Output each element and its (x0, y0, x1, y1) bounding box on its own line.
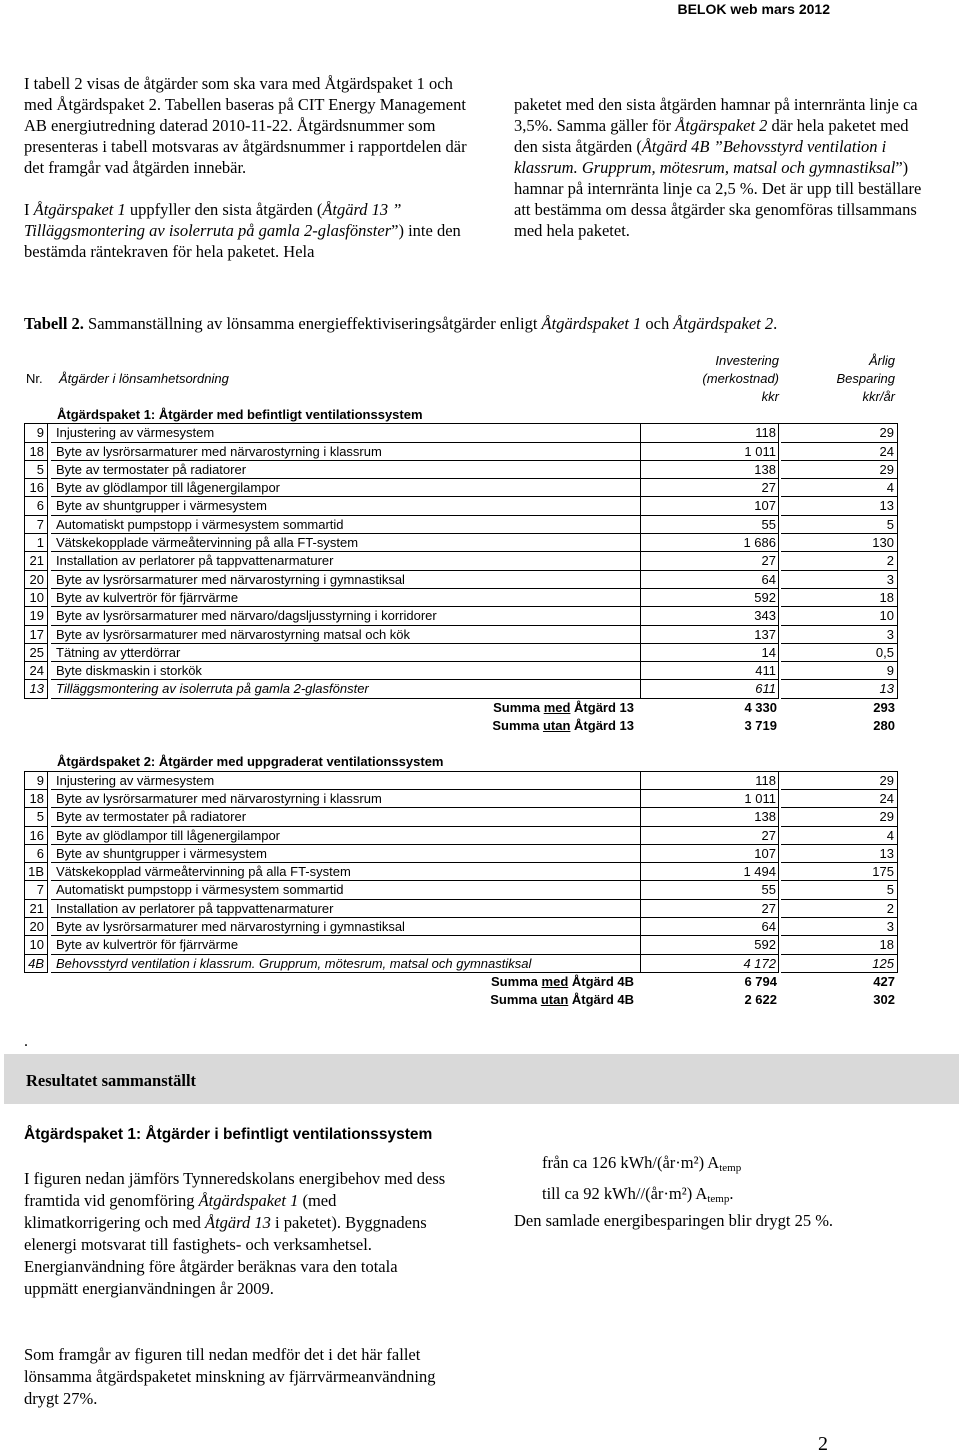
row-desc: Byte av lysrörsarmaturer med närvarostyrning i gymnastiksal (51, 918, 641, 936)
header-desc: Åtgärder i lönsamhetsordning (59, 371, 229, 386)
conclusion-paragraph: Som framgår av figuren till nedan medför det i det här fallet lönsamma åtgärdspaketet minskning av fjärrvärmeanvändning drygt 27%. (24, 1345, 436, 1408)
text-run: till ca 92 kWh//(år·m²) A (542, 1184, 708, 1203)
energy-summary (514, 1152, 934, 1232)
row-nr: 16 (24, 479, 48, 497)
row-investment: 64 (641, 571, 779, 589)
row-investment: 138 (641, 461, 779, 479)
page-number: 2 (818, 1433, 828, 1455)
text-run: Åtgärd 13 (570, 718, 634, 734)
row-investment: 64 (641, 918, 779, 936)
table-row (24, 424, 898, 442)
table-caption (24, 313, 944, 335)
row-desc: Installation av perlatorer på tappvattenarmaturer (51, 900, 641, 918)
row-nr: 9 (24, 772, 48, 790)
text-run: utan (542, 718, 571, 734)
table-row (24, 571, 898, 589)
row-saving: 24 (781, 443, 898, 461)
right-text-column (514, 94, 934, 262)
row-nr: 1B (24, 863, 48, 881)
row-nr: 20 (24, 571, 48, 589)
energy-after (514, 1183, 934, 1210)
text-run: i paketet). Byggnadens elenergi motsvarat till fastighets- och verksamhetsel. Energianvändning före åtgärder beräknas vara den totala uppmätt energianvändningen år 2009. (24, 1213, 427, 1298)
text-run: Åtgärdspaket 2 (673, 314, 774, 333)
row-saving: 29 (781, 808, 898, 826)
text-run: Sammanställning av lönsamma energieffektiviseringsåtgärder enligt (83, 314, 542, 333)
table-row (24, 845, 898, 863)
row-saving: 175 (781, 863, 898, 881)
header-nr: Nr. (26, 371, 43, 386)
section-title-row (24, 753, 898, 771)
row-investment: 118 (641, 424, 779, 442)
row-desc: Byte av glödlampor till lågenergilampor (51, 827, 641, 845)
row-nr: 6 (24, 845, 48, 863)
text-run: Åtgärd 13 (205, 1213, 271, 1232)
row-desc: Tätning av ytterdörrar (51, 644, 641, 662)
total-saving: Den samlade energibesparingen blir drygt 25 %. (514, 1211, 834, 1230)
sum-label (52, 991, 640, 1009)
table-row (24, 461, 898, 479)
text-run: Åtgärd 4B (568, 973, 634, 989)
text-run: Åtgärspaket 2 (675, 116, 768, 135)
row-investment: 107 (641, 845, 779, 863)
text-run: med (543, 699, 571, 715)
text-run: Åtgärdspaket 1 (541, 314, 642, 333)
header-investment (641, 352, 779, 406)
text-run: . (773, 314, 778, 333)
row-desc: Vätskekopplade värmeåtervinning på alla FT-system (51, 534, 641, 552)
row-nr: 5 (24, 808, 48, 826)
row-nr: 1 (24, 534, 48, 552)
table-header (24, 350, 898, 406)
results-banner (4, 1054, 959, 1104)
row-desc: Automatiskt pumpstopp i värmesystem sommartid (51, 881, 641, 899)
text-run: ”) hamnar på internränta linje ca 2,5 %. Det är upp till beställare att bestämma om dessa åtgärder ska genomföras tillsammans med hela paketet. (514, 158, 922, 240)
row-saving: 13 (781, 680, 898, 698)
row-desc: Byte av kulvertrör för fjärrvärme (51, 936, 641, 954)
row-desc: Byte av termostater på radiatorer (51, 808, 641, 826)
table-row (24, 772, 898, 790)
caption-label: Tabell 2. (24, 314, 84, 333)
table-row (24, 516, 898, 534)
header-line: Årlig (868, 353, 895, 368)
row-saving: 2 (781, 552, 898, 570)
row-saving: 9 (781, 662, 898, 680)
text-run: Summa (493, 699, 544, 715)
sum-label (52, 699, 640, 717)
package1-rows (24, 424, 898, 698)
row-saving: 3 (781, 571, 898, 589)
sum-row (24, 699, 898, 717)
sum-saving: 293 (873, 699, 895, 715)
text-run: Summa (492, 718, 543, 734)
row-desc: Byte av lysrörsarmaturer med närvarostyrning i klassrum (51, 443, 641, 461)
sum-investment: 2 622 (744, 992, 777, 1008)
row-nr: 10 (24, 936, 48, 954)
row-saving: 3 (781, 918, 898, 936)
row-saving: 10 (781, 607, 898, 625)
intro-paragraph: I tabell 2 visas de åtgärder som ska vara med Åtgärdspaket 1 och med Åtgärdspaket 2. Tabellen baseras på CIT Energy Management AB energiutredning daterad 2010-11-22. Åtgärdsnummer som presenteras i tabell motsvaras av åtgärdsnummer i rapportdelen där det framgår vad åtgärden innebär. (24, 74, 467, 177)
table-row (24, 881, 898, 899)
row-saving: 5 (781, 881, 898, 899)
row-desc: Tilläggsmontering av isolerruta på gamla 2-glasfönster (51, 680, 641, 698)
text-run: . (729, 1184, 734, 1203)
text-run: Summa (490, 973, 542, 989)
comparison-paragraph (24, 1168, 454, 1300)
row-nr: 16 (24, 827, 48, 845)
text-run: Åtgärd 13 (570, 699, 634, 715)
banner-title: Resultatet sammanställt (26, 1071, 197, 1090)
energy-before (514, 1152, 934, 1179)
row-nr: 13 (24, 680, 48, 698)
table-row (24, 955, 898, 973)
text-run: Åtgärd 4B ”Behovsstyrd ventilation i klassrum. Grupprum, mötesrum, matsal och gymnastiksal (514, 137, 896, 177)
row-investment: 118 (641, 772, 779, 790)
row-saving: 0,5 (781, 644, 898, 662)
row-nr: 21 (24, 552, 48, 570)
sum-investment: 3 719 (744, 718, 777, 734)
row-nr: 7 (24, 881, 48, 899)
row-investment: 1 011 (641, 790, 779, 808)
row-investment: 1 686 (641, 534, 779, 552)
row-desc: Byte av lysrörsarmaturer med närvarostyrning i gymnastiksal (51, 571, 641, 589)
table-row (24, 479, 898, 497)
table-row (24, 662, 898, 680)
row-saving: 13 (781, 497, 898, 515)
header-title: BELOK web mars 2012 (677, 1, 830, 17)
table-row (24, 607, 898, 625)
row-investment: 1 494 (641, 863, 779, 881)
row-investment: 14 (641, 644, 779, 662)
text-run: (med klimatkorrigering och med (24, 1191, 337, 1232)
row-nr: 18 (24, 790, 48, 808)
text-run: från ca 126 kWh/(år·m²) A (542, 1153, 720, 1172)
row-nr: 4B (24, 955, 48, 973)
row-nr: 17 (24, 626, 48, 644)
table-row (24, 790, 898, 808)
table-row (24, 626, 898, 644)
row-saving: 5 (781, 516, 898, 534)
table-row (24, 918, 898, 936)
subscript: temp (707, 1193, 730, 1205)
row-investment: 592 (641, 589, 779, 607)
package2-rows (24, 772, 898, 973)
row-saving: 2 (781, 900, 898, 918)
sum-investment: 6 794 (744, 973, 777, 989)
header-line: (merkostnad) (702, 371, 779, 386)
left-text-column (24, 73, 469, 283)
row-investment: 611 (641, 680, 779, 698)
row-investment: 55 (641, 516, 779, 534)
text-run: och (641, 314, 674, 333)
package2-section (24, 753, 898, 1009)
section-title: Åtgärdspaket 1: Åtgärder med befintligt ventilationssystem (57, 407, 423, 422)
table-spacer (24, 735, 898, 753)
row-desc: Installation av perlatorer på tappvattenarmaturer (51, 552, 641, 570)
row-nr: 18 (24, 443, 48, 461)
row-desc: Byte av lysrörsarmaturer med närvaro/dagsljusstyrning i korridorer (51, 607, 641, 625)
table-row (24, 680, 898, 698)
row-saving: 24 (781, 790, 898, 808)
row-nr: 19 (24, 607, 48, 625)
text-run: med (541, 973, 569, 989)
row-saving: 125 (781, 955, 898, 973)
row-desc: Byte diskmaskin i storkök (51, 662, 641, 680)
row-saving: 18 (781, 589, 898, 607)
row-desc: Vätskekopplad värmeåtervinning på alla FT-system (51, 863, 641, 881)
row-nr: 9 (24, 424, 48, 442)
row-desc: Byte av lysrörsarmaturer med närvarostyrning matsal och kök (51, 626, 641, 644)
row-investment: 1 011 (641, 443, 779, 461)
text-run: Åtgärspaket 1 (33, 200, 126, 219)
sum-saving: 427 (873, 973, 895, 989)
text-run: I figuren nedan jämförs Tynneredskolans energibehov med dess framtida vid genomföring (24, 1169, 446, 1210)
sum-investment: 4 330 (744, 699, 777, 715)
row-desc: Byte av lysrörsarmaturer med närvarostyrning i klassrum (51, 790, 641, 808)
package1-section (24, 406, 898, 735)
row-desc: Byte av termostater på radiatorer (51, 461, 641, 479)
table-row (24, 808, 898, 826)
row-nr: 25 (24, 644, 48, 662)
row-desc: Behovsstyrd ventilation i klassrum. Grupprum, mötesrum, matsal och gymnastiksal (51, 955, 641, 973)
row-investment: 343 (641, 607, 779, 625)
row-saving: 130 (781, 534, 898, 552)
row-nr: 5 (24, 461, 48, 479)
row-desc: Injustering av värmesystem (51, 772, 641, 790)
row-investment: 138 (641, 808, 779, 826)
sum-row (24, 991, 898, 1009)
package1-paragraph (24, 199, 469, 262)
sum-row (24, 717, 898, 735)
text-run: Summa (490, 992, 541, 1008)
header-line: kkr (761, 389, 779, 404)
table-row (24, 552, 898, 570)
text-run: paketet med den sista åtgärden hamnar på internränta linje ca 3,5%. Samma gäller för (514, 95, 918, 135)
measures-table (24, 350, 898, 1010)
row-saving: 13 (781, 845, 898, 863)
row-investment: 137 (641, 626, 779, 644)
row-desc: Byte av shuntgrupper i värmesystem (51, 845, 641, 863)
row-investment: 55 (641, 881, 779, 899)
row-investment: 27 (641, 900, 779, 918)
table-row (24, 443, 898, 461)
row-saving: 18 (781, 936, 898, 954)
row-nr: 21 (24, 900, 48, 918)
text-run: I (24, 200, 34, 219)
section-subheading: Åtgärdspaket 1: Åtgärder i befintligt ventilationssystem (24, 1126, 433, 1143)
text-run: Åtgärd 4B (568, 992, 634, 1008)
text-run: ”) inte den bestämda räntekraven för hela paketet. Hela (24, 221, 461, 261)
subscript: temp (719, 1162, 742, 1174)
text-run: Åtgärd 13 ” Tilläggsmontering av isolerruta på gamla 2-glasfönster (24, 200, 402, 240)
sum-label (52, 717, 640, 735)
row-investment: 27 (641, 479, 779, 497)
row-investment: 592 (641, 936, 779, 954)
page-header (0, 0, 960, 20)
row-desc: Byte av glödlampor till lågenergilampor (51, 479, 641, 497)
row-desc: Byte av shuntgrupper i värmesystem (51, 497, 641, 515)
table-row (24, 534, 898, 552)
row-nr: 10 (24, 589, 48, 607)
row-investment: 27 (641, 552, 779, 570)
row-saving: 29 (781, 461, 898, 479)
section-title: Åtgärdspaket 2: Åtgärder med uppgraderat ventilationssystem (57, 754, 444, 770)
text-run: uppfyller den sista åtgärden ( (125, 200, 323, 219)
table-row (24, 497, 898, 515)
header-line: kkr/år (862, 389, 895, 404)
sum-row (24, 973, 898, 991)
row-investment: 107 (641, 497, 779, 515)
row-saving: 29 (781, 424, 898, 442)
row-desc: Injustering av värmesystem (51, 424, 641, 442)
row-investment: 27 (641, 827, 779, 845)
row-desc: Automatiskt pumpstopp i värmesystem sommartid (51, 516, 641, 534)
row-desc: Byte av kulvertrör för fjärrvärme (51, 589, 641, 607)
text-run: Åtgärdspaket 1 (198, 1191, 299, 1210)
row-saving: 29 (781, 772, 898, 790)
row-saving: 4 (781, 827, 898, 845)
row-saving: 4 (781, 479, 898, 497)
row-saving: 3 (781, 626, 898, 644)
header-line: Investering (715, 353, 779, 368)
row-nr: 24 (24, 662, 48, 680)
table-row (24, 900, 898, 918)
sum-saving: 302 (873, 992, 895, 1008)
table-row (24, 936, 898, 954)
text-run: där hela paketet med den sista åtgärden ( (514, 116, 909, 156)
header-saving (781, 352, 895, 406)
table-row (24, 644, 898, 662)
table-row (24, 863, 898, 881)
sum-label (52, 973, 640, 991)
section-title-row (24, 406, 898, 424)
row-nr: 20 (24, 918, 48, 936)
stray-dot: . (24, 1033, 28, 1050)
row-nr: 7 (24, 516, 48, 534)
table-row (24, 827, 898, 845)
table-row (24, 589, 898, 607)
row-investment: 411 (641, 662, 779, 680)
package2-paragraph (514, 94, 934, 241)
row-nr: 6 (24, 497, 48, 515)
header-line: Besparing (836, 371, 895, 386)
row-investment: 4 172 (641, 955, 779, 973)
sum-saving: 280 (873, 718, 895, 734)
text-run: utan (540, 992, 569, 1008)
